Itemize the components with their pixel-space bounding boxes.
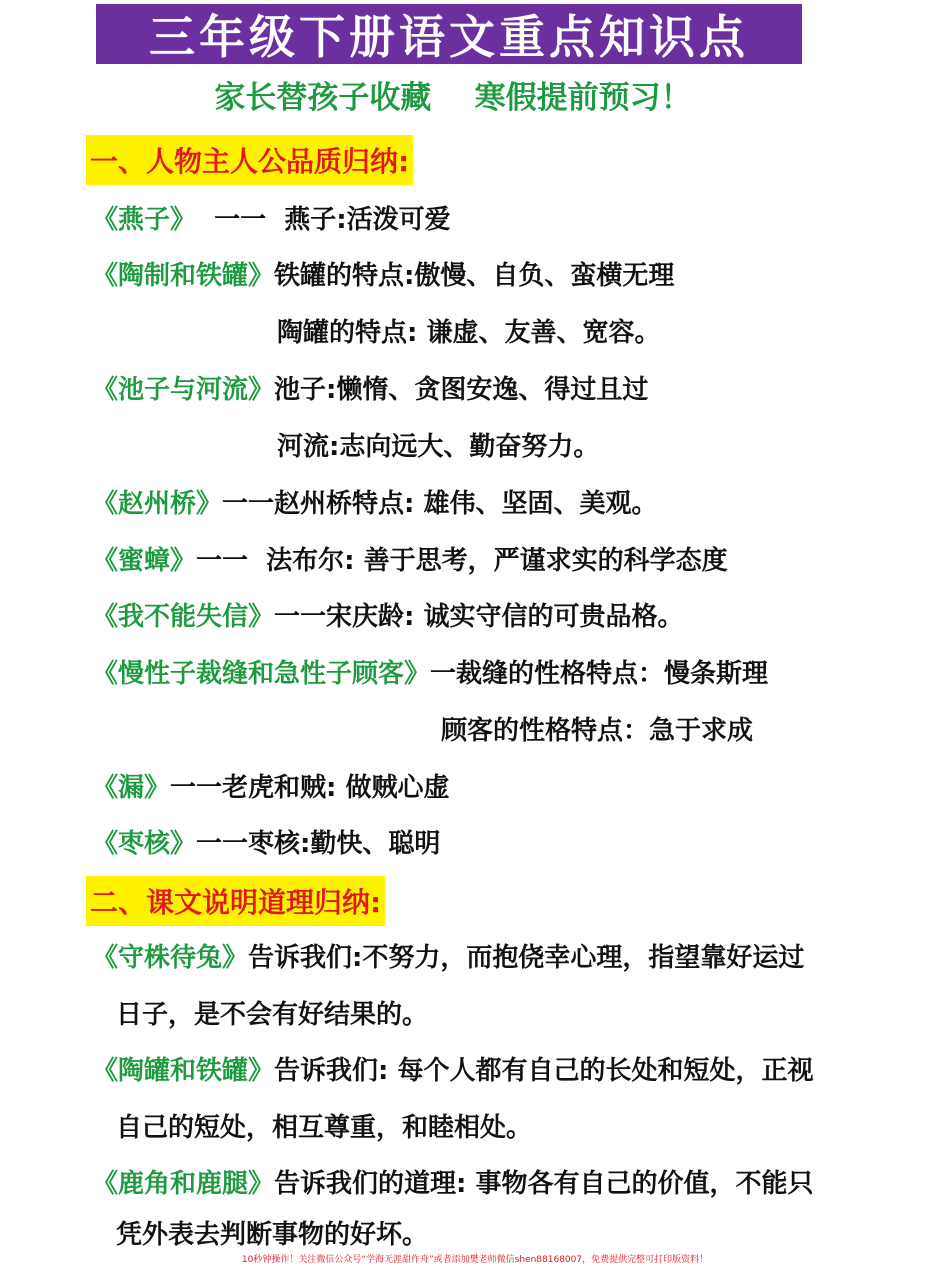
list-item-continuation <box>116 1111 532 1145</box>
lesson-summary: 一一宋庆龄: 诚实守信的可贵品格。 <box>274 602 684 632</box>
lesson-summary: 凭外表去判断事物的好坏。 <box>116 1220 429 1250</box>
footer-note: 10秒钟操作！关注微信公众号“学海无涯甜作舟”或者添加樊老师微信shen88168007，免费提供完整可打印版资料！ <box>241 1255 709 1265</box>
lesson-title: 《我不能失信》 <box>92 602 275 632</box>
lesson-summary: 一一枣核:勤快、聪明 <box>196 829 441 859</box>
lesson-title: 《鹿角和鹿腿》 <box>92 1169 275 1199</box>
lesson-title: 《守株待兔》 <box>92 943 249 973</box>
title-banner <box>96 4 802 64</box>
list-item-continuation <box>116 1218 428 1252</box>
list-item-continuation <box>277 430 599 464</box>
lesson-summary: 一一老虎和贼: 做贼心虚 <box>170 773 450 803</box>
lesson-summary: 河流:志向远大、勤奋努力。 <box>277 432 600 462</box>
list-item <box>92 657 768 691</box>
lesson-title: 《燕子》 <box>92 205 197 235</box>
list-item <box>92 941 804 975</box>
page-title: 三年级下册语文重点知识点 <box>149 10 749 64</box>
lesson-summary: 一一 法布尔: 善于思考，严谨求实的科学态度 <box>196 546 728 576</box>
section-title-character-traits: 一、人物主人公品质归纳: <box>86 135 413 185</box>
lesson-title: 《漏》 <box>92 773 171 803</box>
lesson-summary: 铁罐的特点:傲慢、自负、蛮横无理 <box>274 261 675 291</box>
lesson-summary: 告诉我们: 每个人都有自己的长处和短处，正视 <box>274 1056 814 1086</box>
lesson-title: 《赵州桥》 <box>92 489 223 519</box>
list-item-continuation <box>116 998 428 1032</box>
list-item-continuation <box>277 316 660 350</box>
list-item <box>92 771 449 805</box>
list-item <box>92 1054 813 1088</box>
lesson-summary: 一裁缝的性格特点：慢条斯理 <box>430 659 769 689</box>
list-item <box>92 203 451 237</box>
list-item <box>92 1167 813 1201</box>
list-item <box>92 827 440 861</box>
lesson-summary: 一一赵州桥特点: 雄伟、坚固、美观。 <box>222 489 658 519</box>
lesson-summary: 顾客的性格特点：急于求成 <box>441 716 754 746</box>
lesson-title: 《陶罐和铁罐》 <box>92 1056 275 1086</box>
list-item-continuation <box>441 714 753 748</box>
lesson-summary: 自己的短处，相互尊重，和睦相处。 <box>116 1113 533 1143</box>
list-item <box>92 487 657 521</box>
list-item <box>92 373 648 407</box>
lesson-title: 《陶制和铁罐》 <box>92 261 275 291</box>
page-subtitle: 家长替孩子收藏 寒假提前预习！ <box>214 80 692 116</box>
lesson-title: 《枣核》 <box>92 829 197 859</box>
list-item <box>92 259 674 293</box>
lesson-title: 《蜜蟑》 <box>92 546 197 576</box>
lesson-summary: 告诉我们:不努力，而抱侥幸心理，指望靠好运过 <box>248 943 805 973</box>
list-item <box>92 544 728 578</box>
lesson-summary: 告诉我们的道理: 事物各有自己的价值，不能只 <box>274 1169 814 1199</box>
lesson-summary: 日子，是不会有好结果的。 <box>116 1000 429 1030</box>
list-item <box>92 600 683 634</box>
lesson-title: 《池子与河流》 <box>92 375 275 405</box>
lesson-title: 《慢性子裁缝和急性子顾客》 <box>92 659 431 689</box>
section-title-lessons: 二、课文说明道理归纳: <box>86 876 385 926</box>
lesson-summary: 池子:懒惰、贪图安逸、得过且过 <box>274 375 649 405</box>
lesson-summary: 陶罐的特点: 谦虚、友善、宽容。 <box>277 318 661 348</box>
lesson-summary: 一一 燕子:活泼可爱 <box>196 205 451 235</box>
